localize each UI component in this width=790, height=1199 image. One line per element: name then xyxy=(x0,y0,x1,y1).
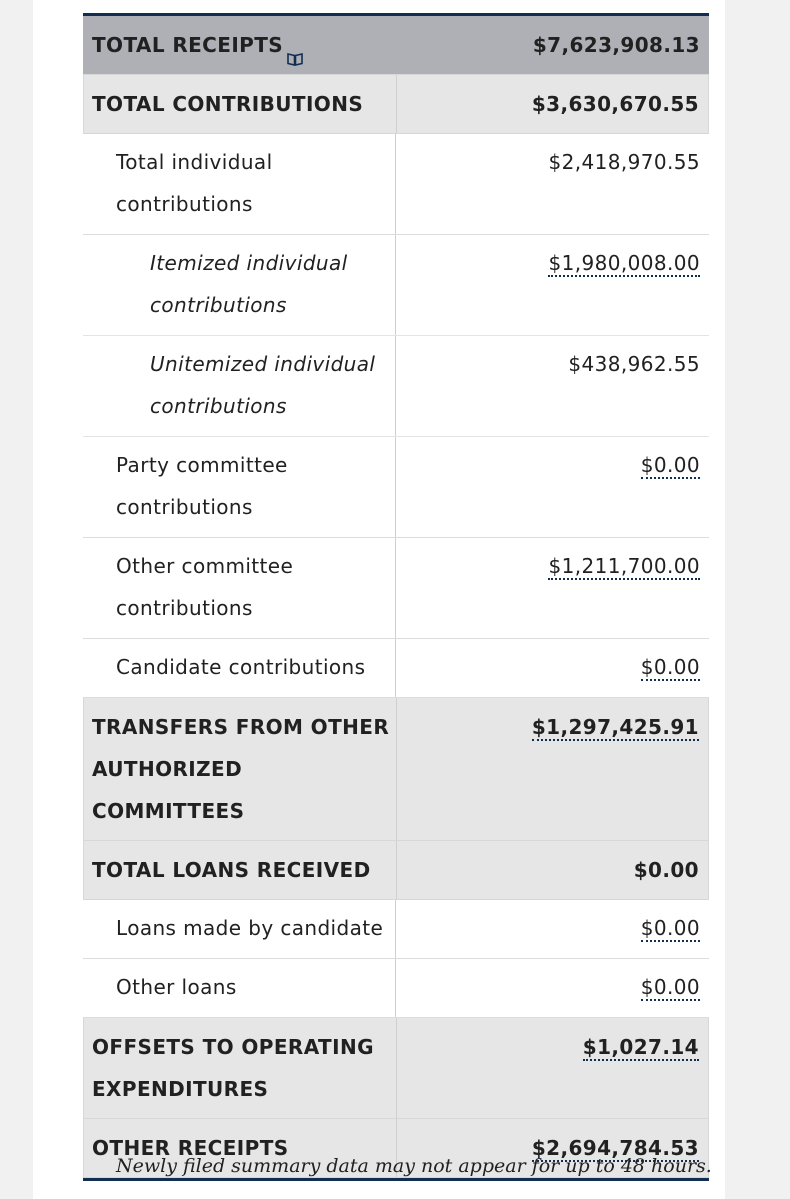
table-row xyxy=(83,538,709,639)
row-value-cell xyxy=(395,900,709,958)
row-value-cell xyxy=(395,639,709,697)
total-receipts-label: TOTAL RECEIPTS xyxy=(92,33,284,57)
row-label: OFFSETS TO OPERATING EXPENDITURES xyxy=(92,1035,374,1101)
row-value-link[interactable]: $0.00 xyxy=(640,916,700,940)
row-value-link[interactable]: $1,027.14 xyxy=(582,1035,699,1059)
row-value-link[interactable]: $0.00 xyxy=(640,453,700,477)
row-value: $0.00 xyxy=(633,858,699,882)
table-row xyxy=(83,1018,709,1119)
row-value-link[interactable]: $1,297,425.91 xyxy=(531,715,699,739)
row-label: Total individual contributions xyxy=(116,150,273,216)
row-value: $2,418,970.55 xyxy=(548,150,700,174)
row-value: $3,630,670.55 xyxy=(531,92,699,116)
table-row xyxy=(83,959,709,1018)
row-value-cell xyxy=(396,75,708,133)
table-row xyxy=(83,437,709,538)
table-row xyxy=(83,235,709,336)
row-label: OTHER RECEIPTS xyxy=(92,1136,289,1160)
row-value-link[interactable]: $2,694,784.53 xyxy=(531,1136,699,1160)
row-value-cell xyxy=(395,538,709,638)
row-value-cell xyxy=(395,235,709,335)
row-value-cell xyxy=(395,336,709,436)
total-receipts-value: $7,623,908.13 xyxy=(532,33,700,57)
footnote: Newly filed summary data may not appear for up to 48 hours. xyxy=(116,1155,712,1177)
row-value-cell xyxy=(395,959,709,1017)
row-value: $438,962.55 xyxy=(568,352,700,376)
table-row xyxy=(83,698,709,841)
row-label: Unitemized individual contributions xyxy=(150,352,376,418)
row-value-cell xyxy=(395,437,709,537)
table-row xyxy=(83,841,709,900)
row-value-cell xyxy=(396,1018,708,1118)
table-row xyxy=(83,900,709,959)
content-panel xyxy=(33,0,725,1199)
row-value-link[interactable]: $0.00 xyxy=(640,975,700,999)
table-row xyxy=(83,134,709,235)
row-label: Itemized individual contributions xyxy=(150,251,348,317)
table-row xyxy=(83,639,709,698)
total-receipts-row xyxy=(83,16,709,75)
total-receipts-label-cell xyxy=(83,16,395,74)
table-row xyxy=(83,75,709,134)
row-label: Candidate contributions xyxy=(116,655,366,679)
receipts-table xyxy=(83,13,709,1181)
glossary-book-icon[interactable] xyxy=(287,38,303,52)
row-value-cell xyxy=(396,841,708,899)
row-value-link[interactable]: $1,211,700.00 xyxy=(548,554,700,578)
row-label: TOTAL CONTRIBUTIONS xyxy=(92,92,364,116)
row-label: Loans made by candidate xyxy=(116,916,384,940)
row-label: Party committee contributions xyxy=(116,453,288,519)
table-row xyxy=(83,336,709,437)
row-value-link[interactable]: $1,980,008.00 xyxy=(548,251,700,275)
row-value-cell xyxy=(395,134,709,234)
receipts-rows xyxy=(83,75,709,1178)
row-label: Other committee contributions xyxy=(116,554,294,620)
row-label: TRANSFERS FROM OTHER AUTHORIZED COMMITTEES xyxy=(92,715,390,823)
row-value-link[interactable]: $0.00 xyxy=(640,655,700,679)
row-value-cell xyxy=(396,698,708,840)
row-label: Other loans xyxy=(116,975,237,999)
row-label: TOTAL LOANS RECEIVED xyxy=(92,858,371,882)
